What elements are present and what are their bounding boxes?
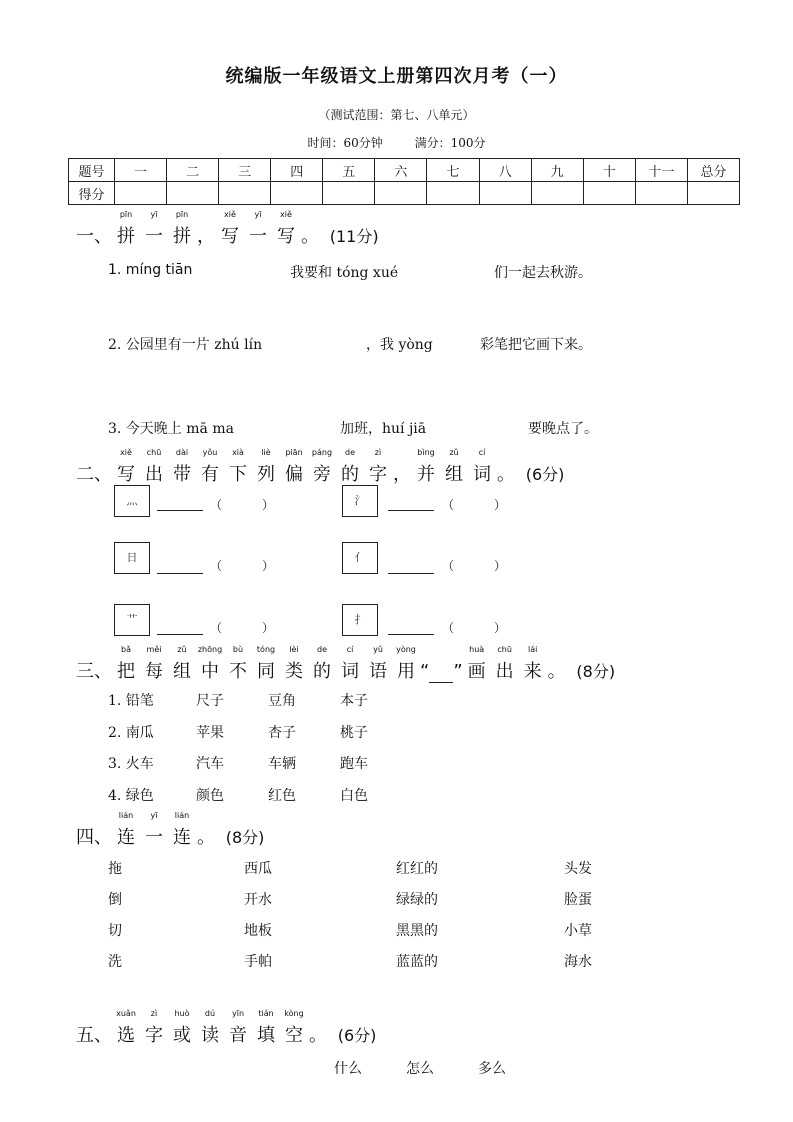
heading-char-text: 的 [313, 661, 331, 682]
score-table-score-row [69, 182, 740, 205]
heading-char-text: 填 [257, 1025, 275, 1046]
score-cell-input[interactable] [115, 182, 167, 205]
heading-char-text: 中 [201, 661, 219, 682]
heading-char [256, 645, 276, 683]
pinyin-annotation: lèi [289, 645, 299, 654]
pinyin-annotation: xiě [224, 210, 236, 219]
section3-chars2 [463, 645, 567, 682]
heading-char-text: 字 [369, 464, 387, 485]
heading-char-text: 画 [467, 661, 486, 682]
match-item[interactable]: 切 [108, 923, 122, 939]
heading-char-text: 一 [145, 827, 163, 848]
section1-heading [76, 210, 379, 248]
pinyin-annotation: yòng [396, 645, 416, 654]
pinyin-annotation: pīn [175, 210, 189, 219]
word-group-first[interactable]: 1. 铅笔 [108, 693, 154, 709]
answer-line[interactable] [388, 634, 434, 635]
underline-sample [429, 668, 453, 683]
answer-line[interactable] [157, 510, 203, 511]
section1-chars [112, 210, 320, 247]
s1-q3-part1: 3. 今天晚上 mā ma [108, 421, 234, 437]
answer-line[interactable] [157, 573, 203, 574]
heading-char [173, 210, 191, 248]
heading-char [173, 645, 191, 683]
paren-right: ） [494, 621, 507, 635]
section5-chars [112, 1009, 328, 1046]
heading-char-text: 词 [473, 464, 491, 485]
heading-char [257, 448, 275, 486]
score-cell-input[interactable] [479, 182, 531, 205]
pinyin-annotation: lián [118, 811, 134, 820]
score-cell-header: 五 [323, 159, 375, 182]
heading-char-text: 空 [285, 1025, 303, 1046]
heading-char [145, 448, 163, 486]
section1-prefix: 一、 [76, 226, 112, 247]
heading-char-text: 旁 [313, 464, 331, 485]
match-item[interactable]: 手帕 [244, 954, 272, 970]
heading-char-text: 用 [397, 661, 415, 682]
word-item[interactable]: 车辆 [268, 756, 296, 772]
pinyin-annotation: páng [311, 448, 333, 457]
radical-box: 艹 [114, 604, 150, 636]
radical-box: 亻 [342, 542, 378, 574]
word-item[interactable]: 尺子 [196, 693, 224, 709]
pinyin-annotation: zǔ [177, 645, 187, 654]
word-item[interactable]: 跑车 [340, 756, 368, 772]
heading-char [369, 645, 387, 683]
heading-char-text: 列 [257, 464, 275, 485]
pinyin-annotation: zhōng [197, 645, 223, 654]
heading-char [229, 645, 247, 683]
match-item[interactable]: 海水 [564, 954, 592, 970]
heading-char [548, 657, 566, 683]
heading-char [285, 448, 303, 486]
section4-heading [76, 811, 265, 849]
heading-char-text: 。 [197, 827, 215, 848]
score-table [68, 158, 740, 205]
s1-q3-part3: 要晚点了。 [528, 421, 598, 437]
s1-q1-part1: 1. míng tiān [108, 262, 193, 278]
word-item[interactable]: 豆角 [268, 693, 296, 709]
heading-char [473, 448, 491, 486]
heading-char-text: 下 [229, 464, 247, 485]
radical-box: 日 [114, 542, 150, 574]
heading-char-text: 的 [341, 464, 359, 485]
section4-score: (8分) [225, 828, 265, 847]
heading-char [173, 811, 191, 849]
score-cell-header: 十一 [635, 159, 687, 182]
heading-char [201, 1009, 219, 1047]
score-cell-input[interactable] [635, 182, 687, 205]
heading-char [257, 1009, 275, 1047]
pinyin-annotation: yīn [231, 1009, 245, 1018]
match-item[interactable]: 蓝蓝的 [396, 954, 438, 970]
heading-char-text: 或 [173, 1025, 191, 1046]
heading-char [173, 1009, 191, 1047]
heading-char-text: 同 [257, 661, 275, 682]
match-item[interactable]: 红红的 [396, 861, 438, 877]
heading-char-text: 拼 [173, 226, 191, 247]
pinyin-annotation: lái [527, 645, 538, 654]
heading-char [197, 823, 215, 849]
pinyin-annotation: huà [469, 645, 485, 654]
heading-char-text: 出 [145, 464, 163, 485]
pinyin-annotation: cí [346, 645, 354, 654]
section1-score: (11分) [329, 227, 379, 246]
score-cell-input[interactable] [687, 182, 739, 205]
match-item[interactable]: 拖 [108, 861, 122, 877]
heading-char-text: 写 [277, 226, 295, 247]
match-item[interactable]: 脸蛋 [564, 892, 592, 908]
page-title: 统编版一年级语文上册第四次月考（一） [225, 66, 568, 87]
heading-char-text: 连 [173, 827, 191, 848]
score-cell-input[interactable] [583, 182, 635, 205]
pinyin-annotation: yī [150, 210, 158, 219]
heading-char-text: 。 [301, 226, 319, 247]
score-cell-header: 二 [167, 159, 219, 182]
heading-char [284, 1009, 304, 1047]
paren-left: （ [442, 498, 455, 512]
heading-char [311, 448, 333, 486]
heading-char [173, 448, 191, 486]
heading-char-text: 。 [309, 1025, 327, 1046]
match-item[interactable]: 西瓜 [244, 861, 272, 877]
paren-left: （ [210, 498, 223, 512]
section5-heading [76, 1009, 377, 1047]
section2-chars [112, 448, 516, 485]
heading-char-text: 把 [117, 661, 135, 682]
heading-char [229, 1009, 247, 1047]
match-item[interactable]: 洗 [108, 954, 122, 970]
pinyin-annotation: tián [258, 1009, 274, 1018]
score-cell-header: 九 [531, 159, 583, 182]
word-item[interactable]: 本子 [340, 693, 368, 709]
heading-char [145, 1009, 163, 1047]
heading-char [393, 460, 411, 486]
heading-char-text: 。 [547, 661, 566, 682]
pinyin-annotation: de [317, 645, 327, 654]
heading-char [117, 811, 135, 849]
heading-char-text: 音 [229, 1025, 247, 1046]
heading-char [301, 222, 319, 248]
heading-char-text: 来 [523, 661, 542, 682]
match-item[interactable]: 倒 [108, 892, 122, 908]
pinyin-annotation: xià [232, 448, 244, 457]
score-cell-input[interactable] [375, 182, 427, 205]
heading-char [313, 645, 331, 683]
paren-right: ） [262, 621, 275, 635]
section3-prefix: 三、 [76, 661, 112, 682]
heading-char-text: 类 [285, 661, 303, 682]
heading-char [341, 645, 359, 683]
heading-char-text: 写 [117, 464, 135, 485]
heading-char [467, 645, 486, 683]
heading-char-text: 选 [117, 1025, 135, 1046]
section4-prefix: 四、 [76, 827, 112, 848]
s1-q1-part3: 们一起去秋游。 [494, 265, 592, 281]
word-group-first[interactable]: 3. 火车 [108, 756, 154, 772]
quote-open: “ [420, 661, 430, 682]
pinyin-annotation: bù [232, 645, 244, 654]
score-cell-input[interactable] [323, 182, 375, 205]
s1-q1-part2: 我要和 tóng xué [290, 265, 399, 281]
option-word: 多么 [478, 1061, 506, 1077]
heading-char-text: 组 [173, 661, 191, 682]
heading-char [229, 448, 247, 486]
heading-char-text: ， [197, 226, 215, 247]
heading-char-text: 组 [445, 464, 463, 485]
heading-char [117, 645, 135, 683]
heading-char-text: 写 [221, 226, 239, 247]
section2-score: (6分) [525, 465, 565, 484]
score-cell-input[interactable] [167, 182, 219, 205]
heading-char [249, 210, 267, 248]
score-cell-header: 总分 [687, 159, 739, 182]
pinyin-annotation: měi [146, 645, 162, 654]
score-table-header-row [69, 159, 740, 182]
pinyin-annotation: yī [150, 811, 158, 820]
word-item[interactable]: 苹果 [196, 724, 224, 741]
exam-info [0, 134, 793, 151]
score-cell-header: 题号 [69, 159, 115, 182]
pinyin-annotation: dú [204, 1009, 216, 1018]
match-item[interactable]: 头发 [564, 861, 592, 877]
score-cell-input[interactable] [531, 182, 583, 205]
heading-char [285, 645, 303, 683]
section5-score: (6分) [337, 1026, 377, 1045]
s1-q2-part1: 2. 公园里有一片 zhú lín [108, 337, 263, 353]
score-cell-header: 十 [583, 159, 635, 182]
pinyin-annotation: zì [374, 448, 382, 457]
section3-chars [112, 645, 420, 682]
heading-char [445, 448, 463, 486]
answer-line[interactable] [157, 634, 203, 635]
heading-char-text: 每 [145, 661, 163, 682]
pinyin-annotation: bǎ [121, 645, 131, 654]
s1-q2-part2: ，我 yòng [366, 337, 433, 353]
score-cell-header: 八 [479, 159, 531, 182]
match-item[interactable]: 绿绿的 [396, 892, 438, 908]
score-cell-input[interactable] [271, 182, 323, 205]
pinyin-annotation: chū [146, 448, 162, 457]
pinyin-annotation: kòng [284, 1009, 304, 1018]
pinyin-annotation: yǔ [373, 645, 383, 654]
section2-prefix: 二、 [76, 464, 112, 485]
score-cell-header: 一 [115, 159, 167, 182]
section3-score: (8分) [576, 662, 616, 681]
word-item[interactable]: 白色 [340, 787, 368, 804]
pinyin-annotation: pīn [119, 210, 133, 219]
pinyin-annotation: cí [478, 448, 486, 457]
exam-time: 时间：60分钟 [307, 136, 383, 150]
option-word: 怎么 [406, 1061, 434, 1077]
exam-full-score: 满分：100分 [414, 136, 486, 150]
heading-char [116, 1009, 136, 1047]
word-item[interactable]: 红色 [268, 787, 296, 804]
pinyin-annotation: tóng [256, 645, 276, 654]
word-group-first[interactable]: 2. 南瓜 [108, 724, 154, 741]
heading-char-text: 拼 [117, 226, 135, 247]
heading-char [201, 448, 219, 486]
heading-char [277, 210, 295, 248]
pinyin-annotation: liè [261, 448, 271, 457]
score-row-label: 得分 [69, 182, 115, 205]
heading-char [145, 210, 163, 248]
heading-char [417, 448, 435, 486]
heading-char-text: 语 [369, 661, 387, 682]
heading-char-text: 一 [249, 226, 267, 247]
quote-close: ” [453, 661, 463, 682]
section3-heading [76, 645, 616, 683]
heading-char [341, 448, 359, 486]
s1-q3-part2: 加班，huí jiā [340, 421, 427, 437]
radical-box: 扌 [342, 604, 378, 636]
pinyin-annotation: chū [497, 645, 512, 654]
pinyin-annotation: piān [285, 448, 303, 457]
heading-char-text: 字 [145, 1025, 163, 1046]
paren-right: ） [262, 498, 275, 512]
pinyin-annotation: yǒu [202, 448, 218, 457]
heading-char [117, 210, 135, 248]
s1-q2-part3: 彩笔把它画下来。 [480, 337, 592, 353]
score-cell-header: 七 [427, 159, 479, 182]
heading-char [396, 645, 416, 683]
heading-char-text: 读 [201, 1025, 219, 1046]
word-group-first[interactable]: 4. 绿色 [108, 787, 154, 804]
heading-char [523, 645, 542, 683]
word-item[interactable]: 汽车 [196, 756, 224, 772]
paren-right: ） [494, 559, 507, 573]
word-item[interactable]: 颜色 [196, 787, 224, 804]
word-item[interactable]: 桃子 [340, 724, 368, 741]
paren-right: ） [494, 498, 507, 512]
paren-left: （ [442, 559, 455, 573]
heading-char-text: 有 [201, 464, 219, 485]
radical-box: 灬 [114, 485, 150, 517]
heading-char-text: 出 [495, 661, 514, 682]
pinyin-annotation: xiě [280, 210, 292, 219]
answer-line[interactable] [388, 573, 434, 574]
pinyin-annotation: zì [150, 1009, 158, 1018]
heading-char-text: 不 [229, 661, 247, 682]
pinyin-annotation: xiě [120, 448, 132, 457]
match-item[interactable]: 黑黑的 [396, 923, 438, 939]
score-cell-header: 六 [375, 159, 427, 182]
heading-char-text: 偏 [285, 464, 303, 485]
pinyin-annotation: xuǎn [116, 1009, 136, 1018]
heading-char-text: 。 [497, 464, 515, 485]
test-scope: （测试范围：第七、八单元） [318, 108, 475, 122]
paren-left: （ [210, 621, 223, 635]
heading-char-text: 词 [341, 661, 359, 682]
score-cell-header: 三 [219, 159, 271, 182]
heading-char-text: 连 [117, 827, 135, 848]
heading-char [197, 645, 223, 683]
match-item[interactable]: 小草 [564, 923, 592, 939]
pinyin-annotation: bìng [417, 448, 435, 457]
pinyin-annotation: huò [174, 1009, 190, 1018]
match-item[interactable]: 地板 [244, 923, 272, 939]
heading-char-text: 带 [173, 464, 191, 485]
section5-prefix: 五、 [76, 1025, 112, 1046]
heading-char [497, 460, 515, 486]
paren-left: （ [442, 621, 455, 635]
score-cell-input[interactable] [219, 182, 271, 205]
pinyin-annotation: zǔ [449, 448, 459, 457]
score-cell-input[interactable] [427, 182, 479, 205]
heading-char-text: 一 [145, 226, 163, 247]
section4-chars [112, 811, 216, 848]
score-cell-header: 四 [271, 159, 323, 182]
heading-char-text: ， [393, 464, 411, 485]
pinyin-annotation: de [345, 448, 355, 457]
pinyin-annotation: dài [175, 448, 189, 457]
word-item[interactable]: 杏子 [268, 724, 296, 741]
paren-left: （ [210, 559, 223, 573]
heading-char [197, 222, 215, 248]
heading-char-text: 并 [417, 464, 435, 485]
option-word: 什么 [334, 1061, 362, 1077]
answer-line[interactable] [388, 510, 434, 511]
heading-char [145, 811, 163, 849]
heading-char [495, 645, 514, 683]
heading-char [117, 448, 135, 486]
paren-right: ） [262, 559, 275, 573]
section2-heading [76, 448, 565, 486]
pinyin-annotation: lián [174, 811, 190, 820]
match-item[interactable]: 开水 [244, 892, 272, 908]
heading-char [221, 210, 239, 248]
heading-char [369, 448, 387, 486]
heading-char [309, 1021, 327, 1047]
heading-char [145, 645, 163, 683]
pinyin-annotation: yī [254, 210, 262, 219]
radical-box: 氵 [342, 485, 378, 517]
